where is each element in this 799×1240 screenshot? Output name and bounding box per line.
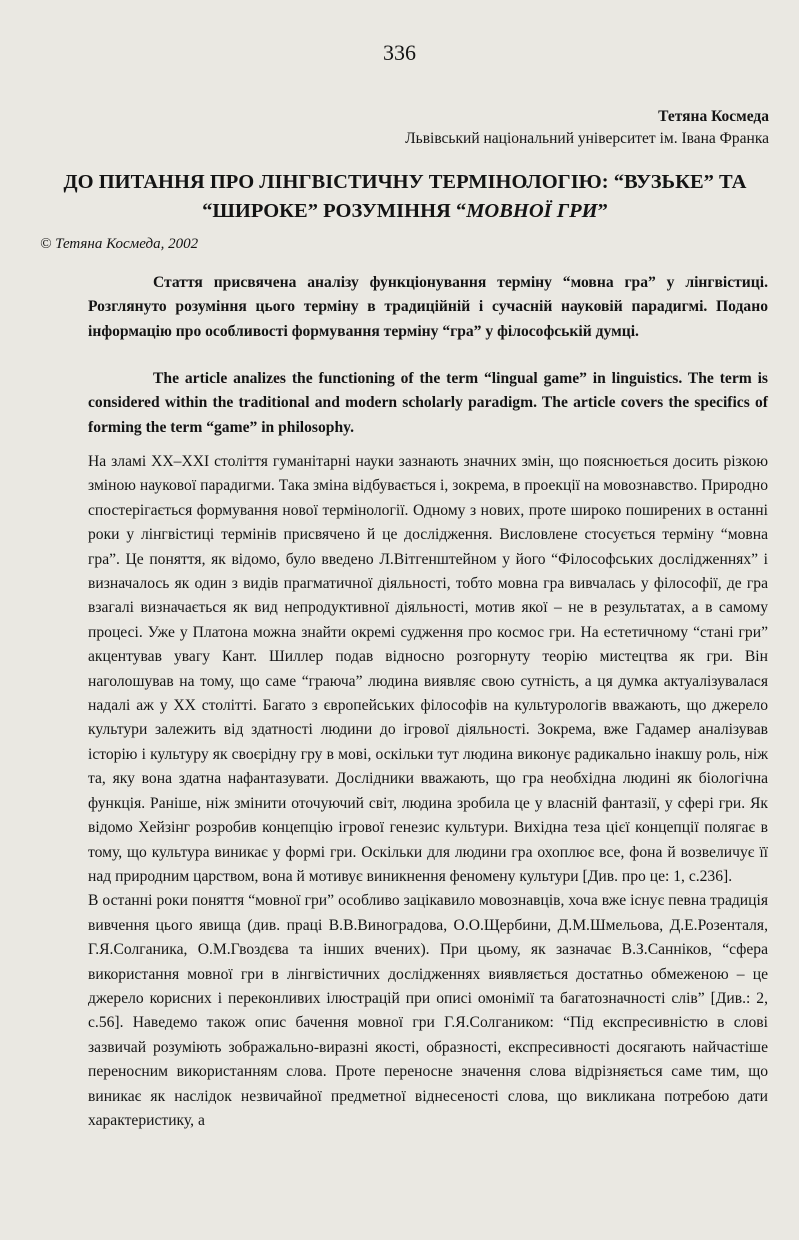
article-body xyxy=(88,450,768,1133)
abstract-english: The article analizes the functioning of the term “lingual game” in linguistics. The term is considered within the traditional and modern scholarly paradigm. The article covers the specifics of forming the term “game” in philosophy. xyxy=(88,370,768,436)
author-name: Тетяна Космеда xyxy=(658,108,769,125)
title-line-2-start: “ШИРОКЕ” РОЗУМІННЯ “ xyxy=(202,200,467,222)
body-paragraph-1: На зламі XX–XXI століття гуманітарні науки зазнають значних змін, що пояснюється досить різкою зміною наукової парадигми. Така зміна відбувається і, зокрема, в проекції на мовознавство. Природно спостерігається формування нової термінології. Одному з нових, проте широко поширених в останні роки у лінгвістиці термінів присвячено й це дослідження. Висловлене стосується терміну “мовна гра”. Це поняття, як відомо, було введено Л.Вітгенштейном у його “Філософських дослідженнях” і визначалось як один з видів прагматичної діяльності, тобто мовна гра вивчалась у філософії, де гра взагалі визначається як вид непродуктивної діяльності, мотив якої – не в результатах, а в самому процесі. Уже у Платона можна знайти окремі судження про космос гри. На естетичному “стані гри” акцентував увагу Кант. Шиллер подав відносно розгорнуту теорію мистецтва як гри. Він наголошував на тому, що саме “граюча” людина виявляє свою сутність, а ця думка актуалізувалася надалі аж у XX столітті. Багато з європейських філософів на культурологів вважають, що джерело культури залежить від здатності людини до ігрової діяльності. Зокрема, вже Гадамер аналізував історію і культуру як своєрідну гру в мові, оскільки тут людина виконує радикально інакшу роль, ніж та, яку вона здатна нафантазувати. Дослідники вважають, що гра необхідна людині як біологічна функція. Раніше, ніж змінити оточуючий світ, людина зробила це у власній фантазії, у сфері гри. Як відомо Хейзінг розробив концепцію ігрової генезис культури. Вихідна теза цієї концепції полягає в тому, що культура виникає у формі гри. Оскільки для людини гра охоплює все, фона й возвеличує її над природним царством, вона й мотивує виникнення феномену культури [Див. про це: 1, с.236]. xyxy=(88,453,768,885)
page-number: 336 xyxy=(383,40,416,65)
title-line-2-end: ” xyxy=(597,200,608,222)
abstract-ukrainian: Стаття присвячена аналізу функціонування терміну “мовна гра” у лінгвістиці. Розглянуто розуміння цього терміну в традиційній і сучасній науковій парадигмі. Подано інформацію про особливості формування терміну “гра” у філософській думці. xyxy=(88,274,768,340)
article-title xyxy=(40,168,770,226)
title-line-2 xyxy=(40,197,770,226)
copyright-line: © Тетяна Космеда, 2002 xyxy=(40,236,199,252)
author-affiliation: Львівський національний університет ім. Івана Франка xyxy=(405,130,769,147)
title-line-1: ДО ПИТАННЯ ПРО ЛІНГВІСТИЧНУ ТЕРМІНОЛОГІЮ: “ВУЗЬКЕ” ТА xyxy=(63,171,747,193)
title-line-2-italic: МОВНОЇ ГРИ xyxy=(466,200,598,222)
body-paragraph-2: В останні роки поняття “мовної гри” особливо зацікавило мовознавців, хоча вже існує певна традиція вивчення цього явища (див. праці В.В.Виноградова, О.О.Щербини, Д.М.Шмельова, Д.Е.Розенталя, Г.Я.Солганика, О.М.Гвоздєва та інших вчених). При цьому, як зазначає В.З.Санніков, “сфера використання мовної гри в лінгвістичних дослідженнях виявляється достатньо обмеженою – це джерело корисних і переконливих ілюстрацій при описі омонімії та багатозначності слів” [Див.: 2, с.56]. Наведемо також опис бачення мовної гри Г.Я.Солгаником: “Під експресивністю в слові зазвичай розуміють зображально-виразні якості, образності, експресивності досягають найчастіше переносним використанням слова. Проте переносне значення слова відрізняється саме тим, що виникає як наслідок незвичайної предметної віднесеності слова, що викликана потребою дати характеристику, а xyxy=(88,892,768,1129)
